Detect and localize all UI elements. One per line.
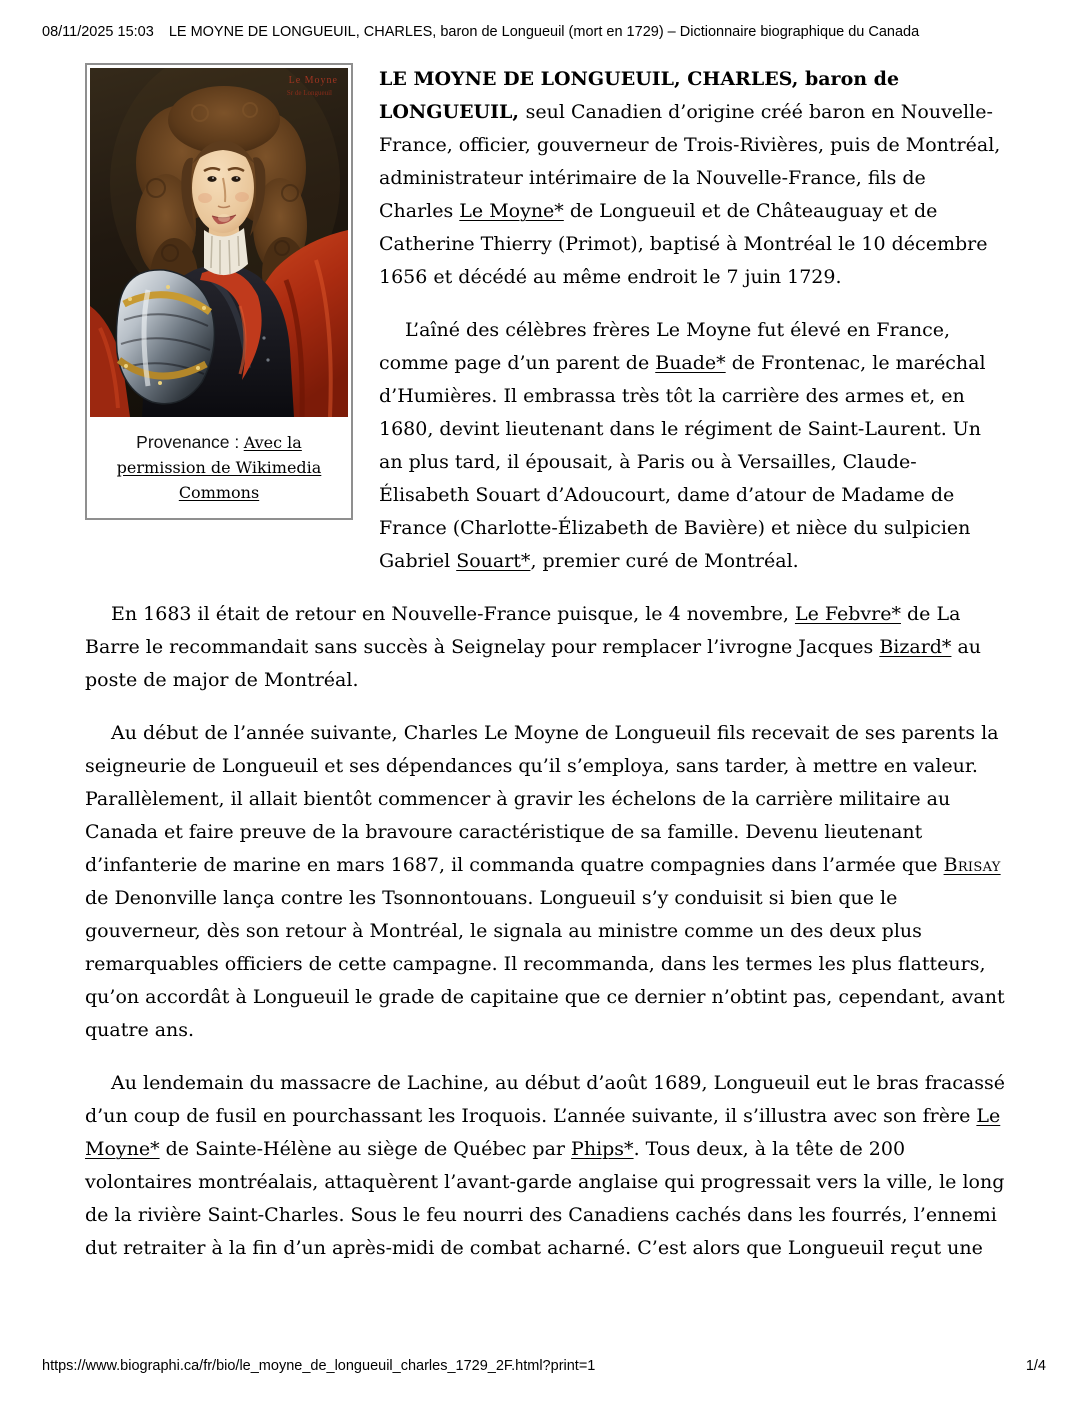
text-run: au poste de major de Montréal. <box>85 636 982 691</box>
paragraph <box>85 717 1005 1047</box>
wikimedia-commons-link[interactable]: Avec la permission de Wikimedia Commons <box>116 433 322 502</box>
page-content <box>85 63 1005 1285</box>
text-run: de Frontenac, le maréchal d’Humières. Il embrassa très tôt la carrière des armes et, en 1680, devint lieutenant dans le régiment de Saint-Laurent. Un an plus tard, il épousait, à Paris ou à Versailles, Claude-Élisabeth Souart d’Adoucourt, dame d’atour de Madame de France (Charlotte-Élizabeth de Bavière) et nièce du sulpicien Gabriel <box>379 352 986 572</box>
portrait-painting-image <box>90 68 348 417</box>
portrait-painting-svg <box>90 68 348 417</box>
bio-cross-reference-link[interactable]: Bizard* <box>879 636 952 658</box>
text-run: , premier curé de Montréal. <box>530 550 799 572</box>
bio-cross-reference-link[interactable]: Le Moyne* <box>459 200 564 222</box>
header-datetime: 08/11/2025 15:03 <box>42 24 154 40</box>
paragraph <box>85 1067 1005 1265</box>
caption-provenance-label: Provenance : <box>136 432 240 452</box>
footer-url: https://www.biographi.ca/fr/bio/le_moyne_de_longueuil_charles_1729_2F.html?print=1 <box>42 1358 596 1374</box>
text-run: de Denonville lança contre les Tsonnontouans. Longueuil s’y conduisit si bien que le gouverneur, dès son retour à Montréal, le signala au ministre comme un des deux plus remarquables officiers de cette campagne. Il recommanda, dans les termes les plus flatteurs, qu’on accordât à Longueuil le grade de capitaine que ce dernier n’obtint pas, cependant, avant quatre ans. <box>85 887 1005 1041</box>
bio-cross-reference-link[interactable]: Phips* <box>571 1138 634 1160</box>
text-run: En 1683 il était de retour en Nouvelle-France puisque, le 4 novembre, <box>111 603 795 625</box>
headword: LE MOYNE DE LONGUEUIL, CHARLES, baron de LONGUEUIL, <box>379 68 900 123</box>
text-run: de Sainte-Hélène au siège de Québec par <box>159 1138 572 1160</box>
text-run: de Longueuil et de Châteauguay et de Catherine Thierry (Primot), baptisé à Montréal le 10 décembre 1656 et décédé au même endroit le 7 juin 1729. <box>379 200 988 288</box>
bio-cross-reference-link[interactable]: Brisay <box>943 854 1001 876</box>
footer-page-number: 1/4 <box>1025 1358 1046 1374</box>
portrait-caption <box>90 417 348 515</box>
paragraph <box>85 598 1005 697</box>
painting-inscription-line1: Le Moyne <box>288 75 338 86</box>
portrait-figure <box>85 63 353 520</box>
text-run: Au début de l’année suivante, Charles Le Moyne de Longueuil fils recevait de ses parents la seigneurie de Longueuil et ses dépendances qu’il s’employa, sans tarder, à mettre en valeur. Parallèlement, il allait bientôt commencer à gravir les échelons de la carrière militaire au Canada et faire preuve de la bravoure caractéristique de sa famille. Devenu lieutenant d’infanterie de marine en mars 1687, il commanda quatre compagnies dans l’armée que <box>85 722 999 876</box>
bio-cross-reference-link[interactable]: Buade* <box>655 352 726 374</box>
header-title: LE MOYNE DE LONGUEUIL, CHARLES, baron de Longueuil (mort en 1729) – Dictionnaire biographique du Canada <box>168 24 920 40</box>
painting-inscription-line2: Sr de Longueuil <box>286 89 332 97</box>
text-run: . Tous deux, à la tête de 200 volontaires montréalais, attaquèrent l’avant-garde anglaise qui progressait vers la ville, le long de la rivière Saint-Charles. Sous le feu nourri des Canadiens cachés dans les fourrés, l’ennemi dut retraiter à la fin d’un après-midi de combat acharné. C’est alors que Longueuil reçut une <box>85 1138 1005 1259</box>
text-run: Au lendemain du massacre de Lachine, au début d’août 1689, Longueuil eut le bras fracassé d’un coup de fusil en pourchassant les Iroquois. L’année suivante, il s’illustra avec son frère <box>85 1072 1005 1127</box>
text-run: L’aîné des célèbres frères Le Moyne fut élevé en France, comme page d’un parent de <box>379 319 951 374</box>
text-run: seul Canadien d’origine créé baron en Nouvelle-France, officier, gouverneur de Trois-Rivières, puis de Montréal, administrateur intérimaire de la Nouvelle-France, fils de Charles <box>379 101 1001 222</box>
bio-cross-reference-link[interactable]: Le Moyne* <box>85 1105 1001 1160</box>
text-run: de La Barre le recommandait sans succès à Seignelay pour remplacer l’ivrogne Jacques <box>85 603 961 658</box>
bio-cross-reference-link[interactable]: Souart* <box>456 550 531 572</box>
bio-cross-reference-link[interactable]: Le Febvre* <box>794 603 901 625</box>
